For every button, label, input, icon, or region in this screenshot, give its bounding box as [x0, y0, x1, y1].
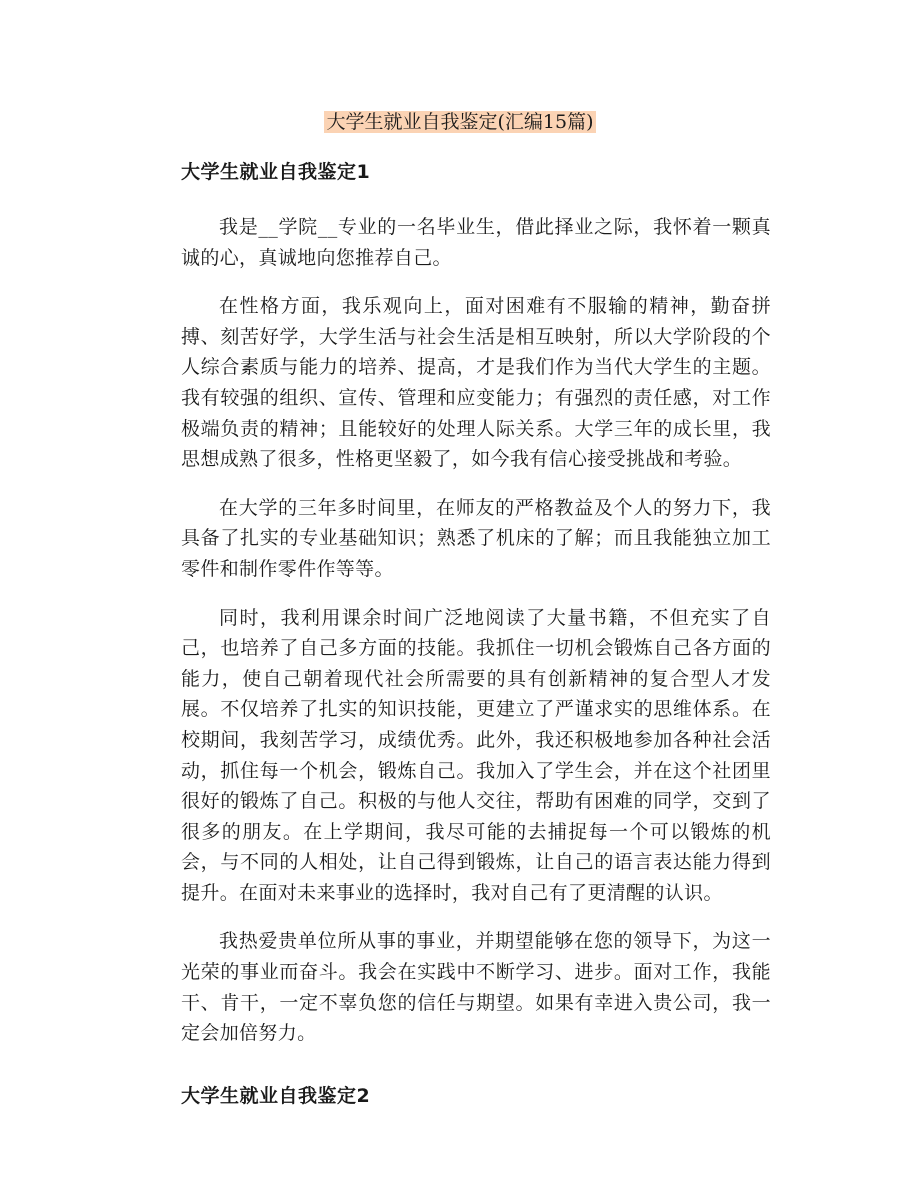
paragraph: 在性格方面，我乐观向上，面对困难有不服输的精神，勤奋拼搏、刻苦好学，大学生活与社会生活是相互映射，所以大学阶段的个人综合素质与能力的培养、提高，才是我们作为当代大学生的主题。我有较强的组织、宣传、管理和应变能力；有强烈的责任感，对工作极端负责的精神；且能较好的处理人际关系。大学三年的成长里，我思想成熟了很多，性格更坚毅了，如今我有信心接受挑战和考验。 — [181, 295, 771, 471]
paragraph: 我热爱贵单位所从事的事业，并期望能够在您的领导下，为这一光荣的事业而奋斗。我会在实践中不断学习、进步。面对工作，我能干、肯干，一定不辜负您的信任与期望。如果有幸进入贵公司，我一定会加倍努力。 — [181, 930, 771, 1045]
paragraph: 在大学的三年多时间里，在师友的严格教益及个人的努力下，我具备了扎实的专业基础知识；熟悉了机床的了解；而且我能独立加工零件和制作零件作等等。 — [181, 496, 771, 580]
section-2 — [181, 1081, 771, 1111]
document-title — [0, 108, 920, 136]
section-heading: 大学生就业自我鉴定2 — [181, 1084, 371, 1107]
section-1 — [181, 157, 771, 1049]
document-body — [181, 157, 771, 1136]
section-heading: 大学生就业自我鉴定1 — [181, 161, 371, 183]
paragraph: 我是__学院__专业的一名毕业生，借此择业之际，我怀着一颗真诚的心，真诚地向您推荐自己。 — [181, 216, 771, 269]
document-title-text: 大学生就业自我鉴定(汇编15篇) — [326, 111, 594, 133]
paragraph: 同时，我利用课余时间广泛地阅读了大量书籍，不但充实了自己，也培养了自己多方面的技能。我抓住一切机会锻炼自己各方面的能力，使自己朝着现代社会所需要的具有创新精神的复合型人才发展。不仅培养了扎实的知识技能，更建立了严谨求实的思维体系。在校期间，我刻苦学习，成绩优秀。此外，我还积极地参加各种社会活动，抓住每一个机会，锻炼自己。我加入了学生会，并在这个社团里很好的锻炼了自己。积极的与他人交往，帮助有困难的同学，交到了很多的朋友。在上学期间，我尽可能的去捕捉每一个可以锻炼的机会，与不同的人相处，让自己得到锻炼，让自己的语言表达能力得到提升。在面对未来事业的选择时，我对自己有了更清醒的认识。 — [181, 606, 771, 904]
